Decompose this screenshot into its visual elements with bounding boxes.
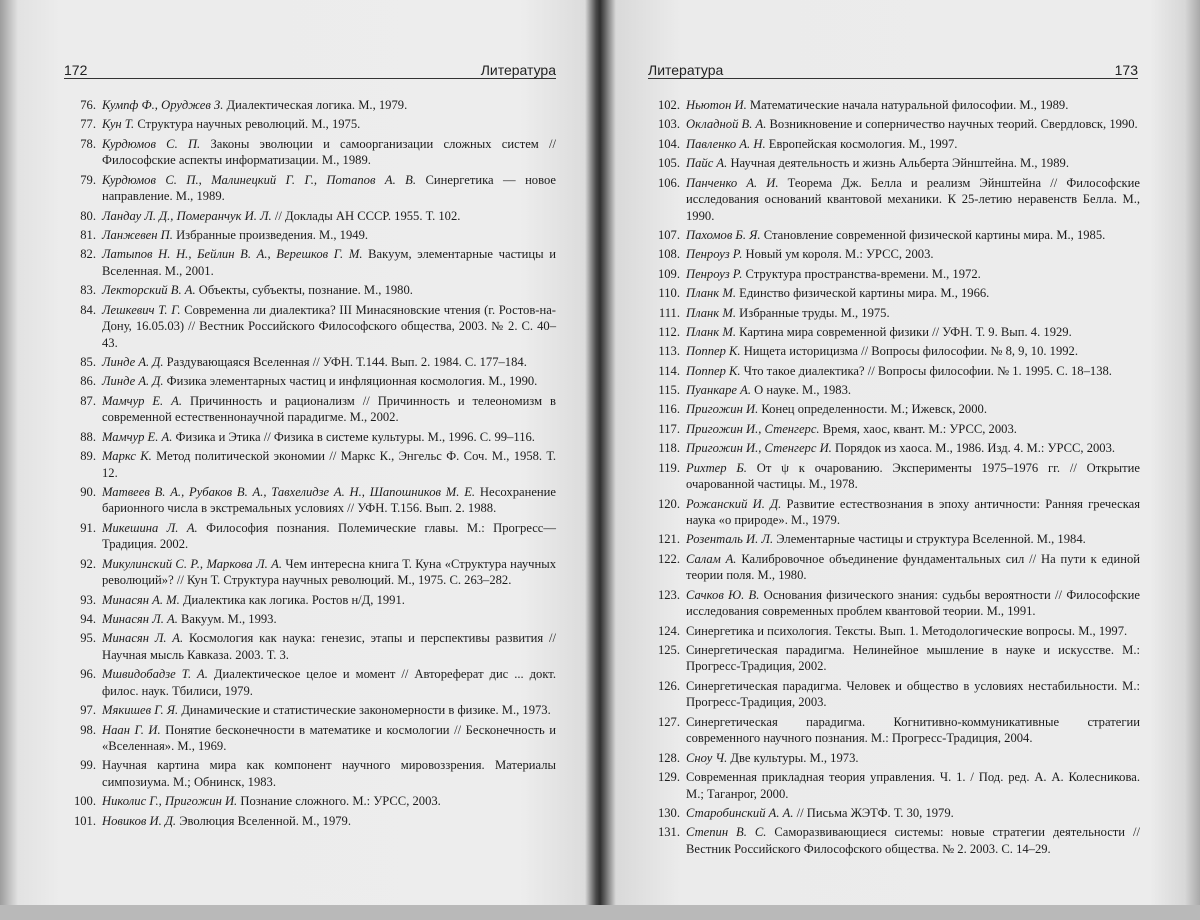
entry-author: Пригожин И., Стенгерс. — [686, 421, 820, 436]
entry-text: Картина мира современной физики // УФН. Т. 9. Вып. 4. 1929. — [739, 324, 1072, 339]
entry-author: Ландау Л. Д., Померанчук И. Л. — [102, 208, 272, 223]
bibliography-entry — [64, 116, 556, 133]
bibliography-entry — [64, 484, 556, 517]
entry-number: 109. — [657, 266, 680, 281]
bibliography-entry — [648, 227, 1140, 244]
entry-citation — [686, 421, 1140, 438]
bibliography-entry — [648, 587, 1140, 620]
entry-number: 129. — [657, 770, 680, 785]
entry-text: Теорема Дж. Белла и реализм Эйнштейна // Философские исследования оснований квантовой механики. К 25-летию неравенств Белла. М., 1990. — [686, 175, 1140, 223]
entry-text: Саморазвивающиеся системы: новые стратегии деятельности // Вестник Российского Философского общества. № 2. 2003. С. 14–29. — [686, 825, 1140, 856]
entry-text: Раздувающаяся Вселенная // УФН. Т.144. Вып. 2. 1984. С. 177–184. — [166, 355, 527, 370]
bibliography-entry — [648, 623, 1140, 640]
entry-citation — [686, 460, 1140, 493]
entry-number: 88. — [80, 429, 96, 444]
entry-text: Научная картина мира как компонент научного мировоззрения. Материалы симпозиума. М.; Обнинск, 1983. — [102, 758, 556, 789]
bibliography-entry — [64, 373, 556, 390]
entry-citation — [686, 266, 1140, 283]
entry-text: Динамические и статистические закономерности в физике. М., 1973. — [181, 703, 551, 718]
entry-number: 80. — [80, 208, 96, 223]
entry-number: 127. — [657, 714, 680, 729]
entry-author: Розенталь И. Л. — [686, 532, 774, 547]
entry-number: 115. — [658, 383, 680, 398]
entry-number: 124. — [657, 623, 680, 638]
entry-author: Мамчур Е. А. — [102, 429, 173, 444]
entry-number: 91. — [80, 520, 96, 535]
left-page — [0, 0, 598, 905]
entry-number: 123. — [657, 587, 680, 602]
bibliography-entry — [64, 246, 556, 279]
entry-citation — [686, 769, 1140, 802]
entry-author: Степин В. С. — [686, 825, 767, 840]
entry-author: Кун Т. — [102, 117, 135, 132]
entry-text: Время, хаос, квант. М.: УРСС, 2003. — [822, 421, 1017, 436]
entry-number: 117. — [658, 421, 680, 436]
bibliography-entry — [64, 354, 556, 371]
entry-citation — [102, 722, 556, 755]
entry-text: Основания физического знания: судьбы вероятности // Философские исследования современных проблем квантовой теории. М., 1991. — [686, 587, 1140, 619]
entry-number: 94. — [80, 612, 96, 627]
entry-number: 90. — [80, 484, 96, 499]
entry-text: Математические начала натуральной философии. М., 1989. — [749, 98, 1069, 112]
bibliography-entry — [64, 448, 556, 481]
bibliography-entry — [64, 813, 556, 830]
entry-number: 76. — [80, 98, 96, 112]
entry-author: Микешина Л. А. — [102, 520, 198, 535]
entry-number: 95. — [80, 631, 96, 646]
entry-text: Понятие бесконечности в математике и космологии // Бесконечность и «Вселенная». М., 1969. — [102, 722, 556, 754]
entry-text: Синергетика — новое направление. М., 1989. — [102, 172, 557, 204]
bibliography-entry — [64, 722, 556, 755]
entry-text: Научная деятельность и жизнь Альберта Эйнштейна. М., 1989. — [730, 156, 1069, 171]
entry-citation — [102, 702, 556, 719]
entry-text: Синергетическая парадигма. Нелинейное мышление в науке и искусстве. М.: Прогресс-Традиция, 2002. — [686, 642, 1140, 674]
entry-text: Синергетика и психология. Тексты. Вып. 1. Методологические вопросы. М., 1997. — [686, 623, 1128, 638]
entry-citation — [686, 805, 1140, 822]
entry-text: // Письма ЖЭТФ. Т. 30, 1979. — [796, 805, 954, 820]
bibliography-entry — [64, 793, 556, 810]
entry-citation — [686, 382, 1140, 399]
entry-citation — [102, 282, 556, 299]
entry-author: Рихтер Б. — [686, 460, 747, 475]
entry-text: Порядок из хаоса. М., 1986. Изд. 4. М.: УРСС, 2003. — [834, 441, 1116, 456]
bibliography-entry — [64, 227, 556, 244]
entry-citation — [102, 172, 556, 205]
scan-bottom-edge — [0, 905, 1200, 920]
entry-citation — [686, 363, 1140, 380]
entry-text: Структура научных революций. М., 1975. — [137, 117, 361, 132]
entry-text: Структура пространства-времени. М., 1972. — [745, 266, 981, 281]
running-title: Литература — [480, 62, 556, 78]
entry-author: Пайс А. — [686, 156, 728, 171]
entry-author: Панченко А. И. — [686, 175, 779, 190]
bibliography-entry — [648, 401, 1140, 418]
bibliography-entry — [648, 551, 1140, 584]
bibliography-entry — [648, 285, 1140, 302]
entry-author: Мшвидобадзе Т. А. — [102, 667, 208, 682]
entry-author: Минасян А. М. — [102, 592, 180, 607]
entry-author: Пригожин И. — [686, 402, 759, 417]
entry-citation — [102, 757, 556, 790]
bibliography-entry — [64, 757, 556, 790]
bibliography-entry — [64, 611, 556, 628]
entry-author: Кумпф Ф., Оруджев З. — [102, 98, 224, 112]
entry-number: 96. — [80, 667, 96, 682]
entry-number: 84. — [80, 302, 96, 317]
entry-citation — [102, 208, 556, 225]
entry-text: Диалектическое целое и момент // Автореферат дис ... докт. филос. наук. Тбилиси, 1979. — [102, 667, 557, 698]
entry-number: 82. — [80, 247, 96, 262]
entry-author: Пуанкаре А. — [686, 383, 751, 398]
entry-number: 105. — [657, 156, 680, 171]
entry-number: 83. — [80, 283, 96, 298]
entry-number: 119. — [658, 460, 680, 475]
bibliography-list — [648, 97, 1140, 860]
entry-citation — [102, 393, 556, 426]
bibliography-entry — [648, 769, 1140, 802]
entry-number: 103. — [657, 117, 680, 132]
bibliography-entry — [648, 155, 1140, 172]
entry-author: Лекторский В. А. — [102, 283, 196, 298]
entry-citation — [686, 623, 1140, 640]
entry-citation — [686, 285, 1140, 302]
entry-number: 102. — [657, 98, 680, 112]
bibliography-entry — [648, 343, 1140, 360]
entry-author: Маркс К. — [102, 449, 152, 464]
entry-citation — [686, 496, 1140, 529]
bibliography-entry — [64, 302, 556, 352]
entry-text: // Доклады АН СССР. 1955. Т. 102. — [274, 208, 461, 223]
entry-number: 116. — [658, 402, 680, 417]
entry-text: Синергетическая парадигма. Человек и общество в условиях нестабильности. М.: Прогресс-Традиция, 2003. — [686, 678, 1140, 710]
entry-author: Лешкевич Т. Г. — [102, 302, 181, 317]
entry-citation — [102, 227, 556, 244]
entry-author: Курдюмов С. П., Малинецкий Г. Г., Потапов А. В. — [102, 172, 417, 187]
entry-number: 125. — [657, 642, 680, 657]
bibliography-entry — [648, 97, 1140, 114]
entry-author: Планк М. — [686, 305, 736, 320]
entry-author: Мякишев Г. Я. — [102, 703, 179, 718]
entry-citation — [102, 611, 556, 628]
entry-text: Конец определенности. М.; Ижевск, 2000. — [761, 402, 987, 417]
page-number: 172 — [64, 62, 88, 78]
entry-number: 120. — [657, 496, 680, 511]
bibliography-entry — [648, 440, 1140, 457]
bibliography-entry — [64, 429, 556, 446]
entry-number: 114. — [658, 363, 680, 378]
entry-citation — [102, 448, 556, 481]
entry-number: 101. — [73, 813, 96, 828]
entry-citation — [102, 246, 556, 279]
entry-citation — [102, 520, 556, 553]
entry-citation — [686, 97, 1140, 114]
bibliography-entry — [648, 824, 1140, 857]
entry-author: Микулинский С. Р., Маркова Л. А. — [102, 556, 283, 571]
bibliography-entry — [64, 208, 556, 225]
running-title: Литература — [648, 62, 724, 78]
entry-citation — [102, 354, 556, 371]
entry-text: Развитие естествознания в эпоху античности: Ранняя греческая наука «о природе». М., 1979. — [686, 496, 1141, 528]
bibliography-entry — [648, 324, 1140, 341]
entry-author: Пенроуз Р. — [686, 247, 743, 262]
entry-number: 99. — [80, 758, 96, 773]
entry-number: 107. — [657, 227, 680, 242]
entry-text: Элементарные частицы и структура Вселенной. М., 1984. — [776, 532, 1086, 547]
bibliography-entry — [648, 805, 1140, 822]
bibliography-entry — [648, 363, 1140, 380]
entry-number: 77. — [80, 117, 96, 132]
bibliography-entry — [64, 282, 556, 299]
entry-number: 122. — [657, 551, 680, 566]
entry-text: Новый ум короля. М.: УРСС, 2003. — [745, 247, 934, 262]
entry-author: Павленко А. Н. — [686, 136, 766, 151]
entry-text: Калибровочное объединение фундаментальных сил // На пути к единой теории поля. М., 1980. — [686, 551, 1140, 583]
bibliography-entry — [648, 531, 1140, 548]
entry-number: 104. — [657, 136, 680, 151]
entry-citation — [102, 97, 556, 114]
entry-number: 118. — [658, 441, 680, 456]
entry-text: Что такое диалектика? // Вопросы философии. № 1. 1995. С. 18–138. — [743, 363, 1112, 378]
entry-author: Минасян Л. А. — [102, 612, 178, 627]
entry-author: Поппер К. — [686, 363, 741, 378]
bibliography-entry — [64, 393, 556, 426]
bibliography-entry — [64, 172, 556, 205]
entry-citation — [686, 551, 1140, 584]
entry-author: Наан Г. И. — [102, 722, 161, 737]
entry-citation — [686, 343, 1140, 360]
entry-number: 112. — [658, 324, 680, 339]
bibliography-entry — [64, 556, 556, 589]
entry-author: Линде А. Д. — [102, 355, 164, 370]
entry-author: Новиков И. Д. — [102, 813, 177, 828]
bibliography-entry — [64, 630, 556, 663]
entry-text: Объекты, субъекты, познание. М., 1980. — [198, 283, 413, 298]
entry-citation — [102, 484, 556, 517]
entry-citation — [102, 302, 556, 352]
entry-text: Физика элементарных частиц и инфляционная космология. М., 1990. — [166, 374, 538, 389]
entry-number: 79. — [80, 172, 96, 187]
bibliography-list — [64, 97, 556, 832]
entry-author: Николис Г., Пригожин И. — [102, 794, 238, 809]
entry-citation — [686, 714, 1140, 747]
entry-text: Нищета историцизма // Вопросы философии. № 8, 9, 10. 1992. — [743, 344, 1079, 359]
entry-number: 113. — [658, 344, 680, 359]
entry-number: 128. — [657, 750, 680, 765]
entry-author: Пахомов Б. Я. — [686, 227, 761, 242]
entry-citation — [102, 793, 556, 810]
entry-author: Планк М. — [686, 324, 736, 339]
entry-number: 87. — [80, 393, 96, 408]
bibliography-entry — [648, 714, 1140, 747]
entry-number: 131. — [657, 825, 680, 840]
entry-author: Рожанский И. Д. — [686, 496, 782, 511]
entry-text: Диалектическая логика. М., 1979. — [226, 98, 408, 112]
entry-number: 121. — [657, 532, 680, 547]
entry-number: 86. — [80, 374, 96, 389]
entry-text: Избранные произведения. М., 1949. — [176, 227, 369, 242]
entry-author: Сачков Ю. В. — [686, 587, 760, 602]
entry-text: Синергетическая парадигма. Когнитивно-коммуникативные стратегии современного научного познания. М.: Прогресс-Традиция, 2004. — [686, 714, 1140, 746]
bibliography-entry — [648, 642, 1140, 675]
entry-citation — [686, 750, 1140, 767]
entry-citation — [686, 116, 1140, 133]
entry-number: 93. — [80, 592, 96, 607]
bibliography-entry — [64, 520, 556, 553]
entry-author: Окладной В. А. — [686, 117, 767, 132]
entry-author: Салам А. — [686, 551, 737, 566]
entry-number: 97. — [80, 703, 96, 718]
entry-citation — [102, 136, 556, 169]
entry-text: Чем интересна книга Т. Куна «Структура научных революций»? // Кун Т. Структура научных революций. М., 1975. С. 263–282. — [102, 556, 556, 588]
entry-author: Пригожин И., Стенгерс И. — [686, 441, 832, 456]
entry-text: Законы эволюции и самоорганизации сложных систем // Философские аспекты информатизации. М., 1989. — [102, 136, 556, 168]
bibliography-entry — [648, 246, 1140, 263]
entry-citation — [686, 401, 1140, 418]
entry-text: Европейская космология. М., 1997. — [768, 136, 958, 151]
bibliography-entry — [648, 496, 1140, 529]
right-page — [598, 0, 1200, 905]
entry-citation — [686, 246, 1140, 263]
entry-citation — [686, 324, 1140, 341]
entry-citation — [686, 136, 1140, 153]
bibliography-entry — [64, 592, 556, 609]
entry-author: Планк М. — [686, 286, 736, 301]
entry-author: Курдюмов С. П. — [102, 136, 201, 151]
bibliography-entry — [64, 666, 556, 699]
entry-text: Современна ли диалектика? III Минасяновские чтения (г. Ростов-на-Дону, 16.05.03) // Вестник Российского Философского общества, 2003. № 2. С. 40–43. — [102, 302, 556, 350]
entry-author: Минасян Л. А. — [102, 631, 184, 646]
entry-author: Ланжевен П. — [102, 227, 173, 242]
bibliography-entry — [64, 702, 556, 719]
entry-number: 89. — [80, 449, 96, 464]
entry-author: Пенроуз Р. — [686, 266, 743, 281]
entry-text: Становление современной физической картины мира. М., 1985. — [763, 227, 1106, 242]
bibliography-entry — [648, 266, 1140, 283]
entry-number: 98. — [80, 722, 96, 737]
entry-author: Латыпов Н. Н., Бейлин В. А., Верешков Г. М. — [102, 247, 363, 262]
left-page-header — [64, 56, 556, 79]
entry-citation — [102, 429, 556, 446]
entry-number: 106. — [657, 175, 680, 190]
entry-number: 78. — [80, 136, 96, 151]
right-page-header — [648, 56, 1138, 79]
entry-citation — [686, 305, 1140, 322]
bibliography-entry — [648, 750, 1140, 767]
entry-text: Единство физической картины мира. М., 1966. — [739, 286, 990, 301]
entry-text: Причинность и рационализм // Причинность и телеономизм в современной естественнонаучной парадигме. М., 2002. — [102, 393, 556, 425]
entry-citation — [102, 813, 556, 830]
entry-author: Мамчур Е. А. — [102, 393, 183, 408]
page-number: 173 — [1114, 62, 1138, 78]
entry-citation — [686, 678, 1140, 711]
entry-citation — [686, 531, 1140, 548]
entry-number: 130. — [657, 805, 680, 820]
entry-text: Избранные труды. М., 1975. — [739, 305, 890, 320]
bibliography-entry — [648, 175, 1140, 225]
entry-number: 85. — [80, 355, 96, 370]
entry-citation — [102, 592, 556, 609]
entry-text: Физика и Этика // Физика в системе культуры. М., 1996. С. 99–116. — [175, 429, 535, 444]
entry-citation — [686, 227, 1140, 244]
bibliography-entry — [648, 421, 1140, 438]
entry-author: Матвеев В. А., Рубаков В. А., Тавхелидзе А. Н., Шапошников М. Е. — [102, 484, 476, 499]
entry-text: Вакуум. М., 1993. — [181, 612, 277, 627]
entry-author: Ньютон И. — [686, 98, 747, 112]
entry-text: От ψ к очарованию. Эксперименты 1975–1976 гг. // Открытие очарованной частицы. М., 1978. — [686, 460, 1140, 492]
entry-text: Метод политической экономии // Маркс К., Энгельс Ф. Соч. М., 1958. Т. 12. — [102, 449, 556, 480]
entry-number: 81. — [80, 227, 96, 242]
entry-text: Несохранение барионного числа в экстремальных условиях // УФН. Т.156. Вып. 2. 1988. — [102, 484, 556, 516]
entry-citation — [686, 175, 1140, 225]
entry-text: Философия познания. Полемические главы. М.: Прогресс—Традиция. 2002. — [102, 520, 556, 552]
entry-citation — [686, 587, 1140, 620]
entry-number: 100. — [73, 794, 96, 809]
entry-citation — [686, 824, 1140, 857]
entry-number: 126. — [657, 678, 680, 693]
entry-citation — [102, 556, 556, 589]
entry-citation — [686, 440, 1140, 457]
entry-text: О науке. М., 1983. — [754, 383, 852, 398]
bibliography-entry — [648, 305, 1140, 322]
entry-citation — [102, 373, 556, 390]
entry-text: Современная прикладная теория управления. Ч. 1. / Под. ред. А. А. Колесникова. М.; Таганрог, 2000. — [686, 770, 1140, 801]
entry-text: Две культуры. М., 1973. — [730, 750, 859, 765]
entry-text: Диалектика как логика. Ростов н/Д, 1991. — [182, 592, 405, 607]
entry-citation — [686, 155, 1140, 172]
bibliography-entry — [648, 460, 1140, 493]
entry-text: Познание сложного. М.: УРСС, 2003. — [240, 794, 441, 809]
bibliography-entry — [648, 678, 1140, 711]
entry-number: 92. — [80, 556, 96, 571]
bibliography-entry — [64, 136, 556, 169]
entry-number: 108. — [657, 247, 680, 262]
entry-text: Возникновение и соперничество научных теорий. Свердловск, 1990. — [769, 117, 1138, 132]
entry-number: 111. — [658, 305, 680, 320]
entry-citation — [102, 116, 556, 133]
entry-text: Вакуум, элементарные частицы и Вселенная. М., 2001. — [102, 247, 556, 278]
entry-text: Эволюция Вселенной. М., 1979. — [179, 813, 352, 828]
entry-author: Сноу Ч. — [686, 750, 728, 765]
entry-citation — [102, 666, 556, 699]
entry-author: Линде А. Д. — [102, 374, 164, 389]
entry-number: 110. — [658, 286, 680, 301]
bibliography-entry — [648, 136, 1140, 153]
entry-author: Поппер К. — [686, 344, 741, 359]
entry-author: Старобинский А. А. — [686, 805, 794, 820]
entry-citation — [686, 642, 1140, 675]
bibliography-entry — [64, 97, 556, 114]
bibliography-entry — [648, 116, 1140, 133]
entry-citation — [102, 630, 556, 663]
entry-text: Космология как наука: генезис, этапы и перспективы развития // Научная мысль Кавказа. 2003. Т. 3. — [102, 631, 556, 662]
bibliography-entry — [648, 382, 1140, 399]
